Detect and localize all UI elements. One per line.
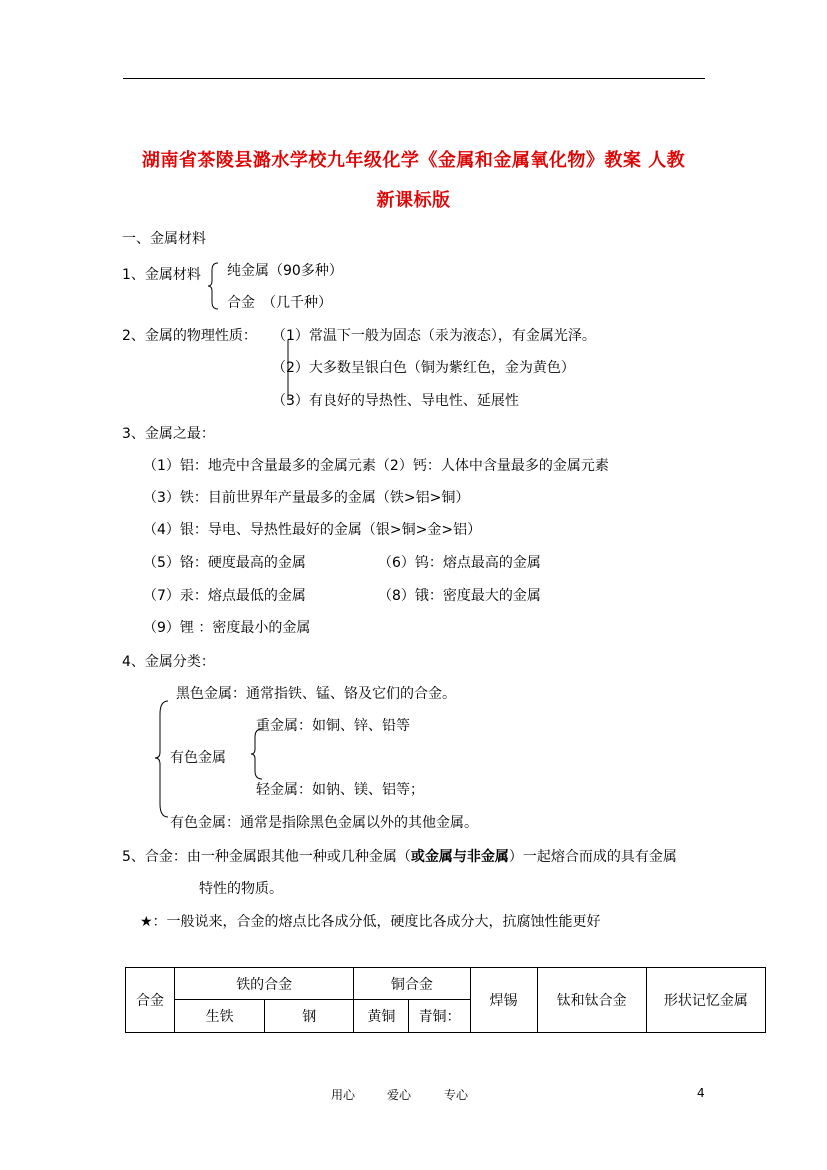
- footer-word-1: 用心: [331, 1088, 356, 1102]
- item5-line1: [122, 846, 677, 866]
- item3-row5a: （7）汞：熔点最低的金属: [143, 588, 306, 604]
- item4-label: 4、金属分类：: [122, 654, 215, 670]
- item4-nonferrous-def: 有色金属：通常是指除黑色金属以外的其他金属。: [170, 815, 478, 831]
- item1-branch-alloy: 合金 （几千种）: [227, 295, 332, 311]
- item3-row2: （3）铁：目前世界年产量最多的金属（铁>铝>铜）: [143, 490, 470, 506]
- item4-light: 轻金属：如钠、镁、铝等；: [256, 782, 424, 798]
- item4-nonferrous: 有色金属: [170, 750, 226, 766]
- item2-prop3: （3）有良好的导热性、导电性、延展性: [272, 393, 519, 409]
- item3-row6: （9）锂 ：密度最小的金属: [143, 620, 311, 636]
- item5-text-b: ）一起熔合而成的具有金属: [508, 849, 677, 865]
- cell-iron-alloy: 铁的合金: [175, 968, 354, 1000]
- cell-titanium: 钛和钛合金: [537, 968, 646, 1033]
- cell-shape-memory: 形状记忆金属: [646, 968, 765, 1033]
- page-title-line2: 新课标版: [376, 190, 451, 211]
- item4-heavy: 重金属：如铜、锌、铅等: [256, 718, 410, 734]
- item1-brace: [208, 262, 220, 310]
- page-number: 4: [697, 1086, 705, 1100]
- cell-steel: 钢: [265, 1000, 354, 1033]
- cell-brass: 黄铜: [354, 1000, 409, 1033]
- page-title-line1: 湖南省茶陵县潞水学校九年级化学《金属和金属氧化物》教案 人教: [141, 150, 686, 171]
- item3-row5b: （8）锇：密度最大的金属: [378, 588, 541, 604]
- item3-row1: （1）铝：地壳中含量最多的金属元素（2）钙：人体中含量最多的金属元素: [143, 458, 609, 474]
- footer-word-3: 专心: [444, 1088, 469, 1102]
- item2-label: 2、金属的物理性质：: [122, 328, 257, 344]
- section-heading: 一、金属材料: [122, 231, 206, 247]
- item4-outer-brace: [154, 700, 170, 818]
- item1-branch-pure: 纯金属（90多种）: [227, 263, 343, 279]
- item3-row4a: （5）铬：硬度最高的金属: [143, 555, 306, 571]
- cell-pig-iron: 生铁: [175, 1000, 265, 1033]
- cell-bronze: 青铜：: [409, 1000, 470, 1033]
- item4-inner-brace: [250, 728, 264, 780]
- item3-row3: （4）银：导电、导热性最好的金属（银>铜>金>铝）: [143, 522, 482, 538]
- item5-text-a: 由一种金属跟其他一种或几种金属（: [186, 849, 411, 865]
- item1-label: 1、金属材料: [122, 267, 201, 283]
- item5-line2: 特性的物质。: [199, 881, 283, 897]
- item2-prop1: （1）常温下一般为固态（汞为液态），有金属光泽。: [272, 328, 596, 344]
- item5-label: 5、合金：: [122, 849, 187, 865]
- alloy-table: [125, 967, 766, 1033]
- item5-text-bold: 或金属与非金属: [410, 849, 509, 865]
- cell-alloy: 合金: [126, 968, 175, 1033]
- item4-ferrous: 黑色金属：通常指铁、锰、铬及它们的合金。: [176, 686, 456, 702]
- cell-solder: 焊锡: [470, 968, 537, 1033]
- header-rule: [123, 78, 705, 79]
- item3-row4b: （6）钨：熔点最高的金属: [378, 555, 541, 571]
- item2-prop2: （2）大多数呈银白色（铜为紫红色，金为黄色）: [272, 360, 575, 376]
- star-note: ★：一般说来，合金的熔点比各成分低，硬度比各成分大，抗腐蚀性能更好: [140, 914, 601, 930]
- footer-word-2: 爱心: [387, 1088, 412, 1102]
- cell-copper-alloy: 铜合金: [354, 968, 470, 1000]
- item3-label: 3、金属之最：: [122, 426, 215, 442]
